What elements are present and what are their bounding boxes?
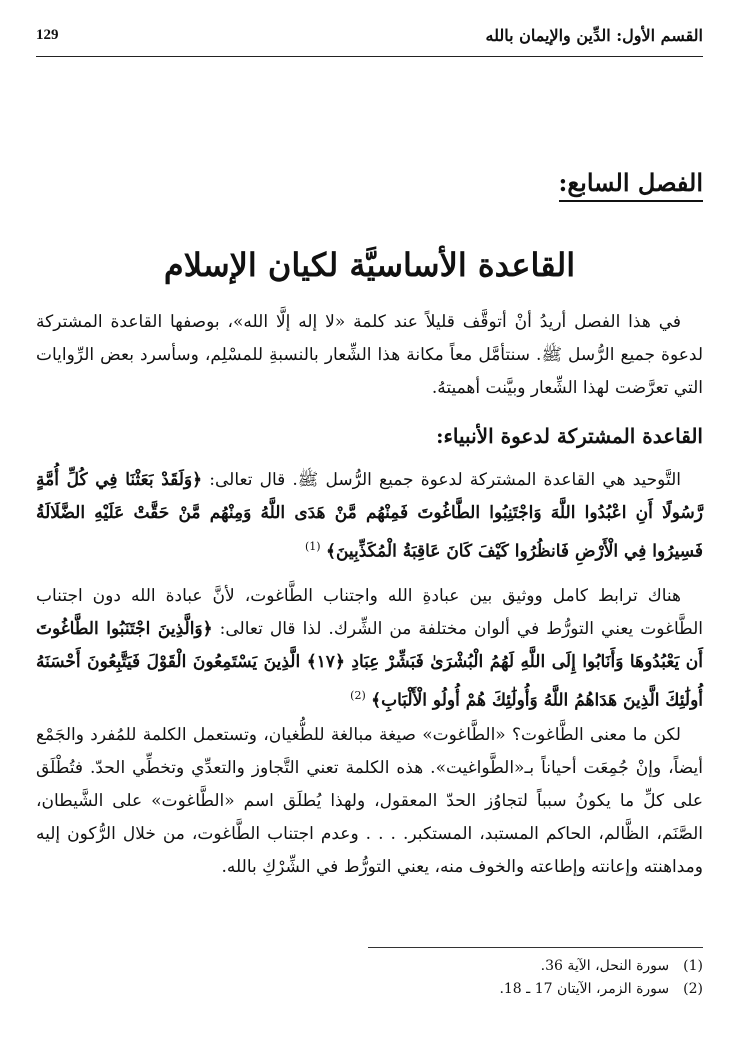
footnote-ref-1: (1) [304,540,321,553]
page-number: 129 [36,27,59,43]
running-header [36,22,703,57]
footnote-number: (1) [683,958,703,974]
paragraph-taghut-link [36,580,703,718]
footnote-divider [368,947,703,948]
footnotes [499,955,703,1001]
sub-heading: القاعدة المشتركة لدعوة الأنبياء: [436,424,703,448]
chapter-heading: الفصل السابع: [559,168,703,202]
paragraph-taghut-meaning: لكن ما معنى الطَّاغوت؟ «الطَّاغوت» صيغة مبالغة للطُّغيان، وتستعمل الكلمة للمُفرد والجَمْع أيضاً، وإنْ جُمِعَت أحياناً بـ«الطَّواغيت». هذه الكلمة تعني التَّجاوز والتعدِّي وتخطِّي الحدّ. فتُطْلَق على كلِّ ما يكونُ سبباً لتجاوُز الحدّ المعقول، ولهذا يُطلَق اسم «الطَّاغوت» على الشَّيطان، الصَّنَم، الظَّالم، الحاكم المستبد، المستكبر. . . . وعدم اجتناب الطَّاغوت، من خلال الرُّكون إليه ومداهنته وإعانته وإطاعته والخوف منه، يعني التورُّط في الشِّرْكِ بالله. [36,725,703,877]
paragraph-tawhid [36,464,703,569]
footnote-text: سورة النحل، الآية 36. [540,958,670,974]
quran-verse-nahl: ﴿وَلَقَدْ بَعَثْنَا فِي كُلِّ أُمَّةٍ رَّسُولًا أَنِ اعْبُدُوا اللَّهَ وَاجْتَنِبُوا الطَّاغُوتَ فَمِنْهُم مَّنْ هَدَى اللَّهُ وَمِنْهُم مَّنْ حَقَّتْ عَلَيْهِ الضَّلَالَةُ فَسِيرُوا فِي الْأَرْضِ فَانظُرُوا كَيْفَ كَانَ عَاقِبَةُ الْمُكَذِّبِينَ﴾ [36,470,703,562]
footnote-number: (2) [683,981,703,997]
footnote-text: سورة الزمر، الآيتان 17 ـ 18. [499,981,670,997]
quran-verse-zumar: ﴿وَالَّذِينَ اجْتَنَبُوا الطَّاغُوتَ أَن يَعْبُدُوهَا وَأَنَابُوا إِلَى اللَّهِ لَهُمُ الْبُشْرَىٰ فَبَشِّرْ عِبَادِ ﴿١٧﴾ الَّذِينَ يَسْتَمِعُونَ الْقَوْلَ فَيَتَّبِعُونَ أَحْسَنَهُ أُولَٰئِكَ الَّذِينَ هَدَاهُمُ اللَّهُ وَأُولَٰئِكَ هُمْ أُولُو الْأَلْبَابِ﴾ [36,619,703,711]
footnote-item [499,955,703,978]
paragraph-tawhid-lead: التَّوحيد هي القاعدة المشتركة لدعوة جميع الرُّسل ﷺ. قال تعالى: [209,470,681,490]
main-title: القاعدة الأساسيَّة لكيان الإسلام [163,246,576,284]
running-title: القسم الأول: الدِّين والإيمان بالله [485,26,703,45]
paragraph-taghut-lead: هناك ترابط كامل ووثيق بين عبادةِ الله واجتناب الطَّاغوت، لأنَّ عبادة الله دون اجتناب الطَّاغوت يعني التورُّط في ألوان مختلفة من الشِّرك. لذا قال تعالى: [36,586,704,639]
footnote-ref-2: (2) [350,689,366,702]
footnote-item [499,978,703,1001]
paragraph-intro: في هذا الفصل أريدُ أنْ أتوقَّف قليلاً عند كلمة «لا إله إلَّا الله»، بوصفها القاعدة المشتركة لدعوة جميع الرُّسل ﷺ. سنتأمَّل معاً مكانة هذا الشِّعار بالنسبةِ للمسْلِم، وسأسرد بعض الرِّوايات التي تعرَّضت لهذا الشِّعار وبيَّنت أهميتهُ. [36,312,703,398]
